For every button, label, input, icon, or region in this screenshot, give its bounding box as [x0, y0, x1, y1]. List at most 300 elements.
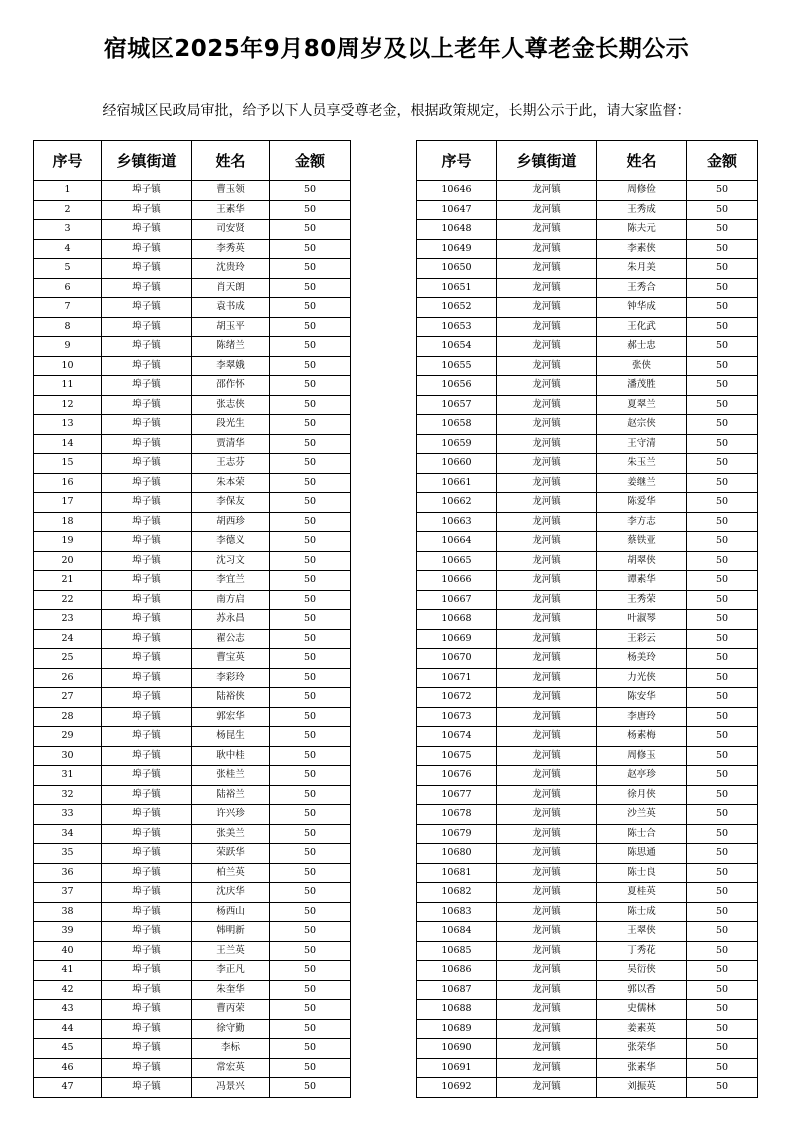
table-row: [34, 356, 351, 376]
cell-name: 沈贵玲: [192, 259, 270, 279]
cell-index: 10682: [417, 883, 497, 903]
cell-index: 9: [34, 337, 102, 357]
cell-township: 龙河镇: [497, 649, 597, 669]
cell-amount: 50: [687, 785, 758, 805]
cell-amount: 50: [687, 902, 758, 922]
cell-name: 王素华: [192, 200, 270, 220]
cell-township: 埠子镇: [102, 785, 192, 805]
cell-name: 王守清: [597, 434, 687, 454]
cell-index: 10688: [417, 1000, 497, 1020]
cell-amount: 50: [687, 356, 758, 376]
cell-township: 埠子镇: [102, 1019, 192, 1039]
cell-township: 埠子镇: [102, 1039, 192, 1059]
cell-township: 龙河镇: [497, 317, 597, 337]
cell-amount: 50: [687, 551, 758, 571]
table-row: [417, 512, 758, 532]
cell-amount: 50: [687, 922, 758, 942]
table-row: [34, 1078, 351, 1098]
table-row: [417, 688, 758, 708]
cell-name: 李秀英: [192, 239, 270, 259]
table-row: [417, 434, 758, 454]
cell-index: 10687: [417, 980, 497, 1000]
cell-index: 10652: [417, 298, 497, 318]
table-row: [417, 1019, 758, 1039]
cell-name: 杨美玲: [597, 649, 687, 669]
cell-amount: 50: [270, 785, 351, 805]
cell-index: 10656: [417, 376, 497, 396]
cell-name: 邵作怀: [192, 376, 270, 396]
cell-name: 张美兰: [192, 824, 270, 844]
cell-amount: 50: [270, 298, 351, 318]
cell-name: 沙兰英: [597, 805, 687, 825]
cell-township: 埠子镇: [102, 922, 192, 942]
table-row: [417, 883, 758, 903]
cell-amount: 50: [270, 824, 351, 844]
cell-township: 埠子镇: [102, 415, 192, 435]
cell-township: 埠子镇: [102, 493, 192, 513]
cell-index: 4: [34, 239, 102, 259]
cell-index: 30: [34, 746, 102, 766]
cell-name: 胡西珍: [192, 512, 270, 532]
table-row: [417, 863, 758, 883]
cell-name: 朱本荣: [192, 473, 270, 493]
cell-township: 龙河镇: [497, 532, 597, 552]
cell-township: 埠子镇: [102, 941, 192, 961]
cell-township: 埠子镇: [102, 980, 192, 1000]
table-row: [34, 239, 351, 259]
cell-township: 埠子镇: [102, 356, 192, 376]
cell-name: 陈夫元: [597, 220, 687, 240]
table-row: [417, 278, 758, 298]
cell-amount: 50: [687, 766, 758, 786]
cell-amount: 50: [270, 941, 351, 961]
cell-index: 10681: [417, 863, 497, 883]
table-row: [34, 727, 351, 747]
cell-amount: 50: [270, 259, 351, 279]
cell-name: 曹宝英: [192, 649, 270, 669]
cell-name: 王兰英: [192, 941, 270, 961]
cell-name: 杨素梅: [597, 727, 687, 747]
cell-township: 龙河镇: [497, 844, 597, 864]
cell-index: 29: [34, 727, 102, 747]
cell-index: 13: [34, 415, 102, 435]
cell-township: 龙河镇: [497, 1039, 597, 1059]
table-row: [34, 1058, 351, 1078]
cell-amount: 50: [687, 278, 758, 298]
cell-amount: 50: [687, 649, 758, 669]
cell-index: 10674: [417, 727, 497, 747]
cell-township: 埠子镇: [102, 902, 192, 922]
cell-township: 埠子镇: [102, 220, 192, 240]
cell-index: 10653: [417, 317, 497, 337]
cell-township: 龙河镇: [497, 727, 597, 747]
cell-amount: 50: [270, 395, 351, 415]
cell-amount: 50: [270, 805, 351, 825]
table-row: [417, 961, 758, 981]
cell-index: 40: [34, 941, 102, 961]
cell-township: 龙河镇: [497, 239, 597, 259]
cell-township: 龙河镇: [497, 571, 597, 591]
cell-amount: 50: [687, 493, 758, 513]
cell-township: 龙河镇: [497, 668, 597, 688]
cell-township: 龙河镇: [497, 337, 597, 357]
cell-name: 李彩玲: [192, 668, 270, 688]
cell-index: 10676: [417, 766, 497, 786]
cell-index: 24: [34, 629, 102, 649]
table-row: [417, 376, 758, 396]
cell-amount: 50: [270, 278, 351, 298]
cell-township: 龙河镇: [497, 356, 597, 376]
cell-name: 丁秀花: [597, 941, 687, 961]
cell-index: 10691: [417, 1058, 497, 1078]
cell-amount: 50: [687, 1000, 758, 1020]
cell-name: 夏桂英: [597, 883, 687, 903]
cell-township: 埠子镇: [102, 278, 192, 298]
cell-name: 潘茂胜: [597, 376, 687, 396]
table-row: [34, 688, 351, 708]
table-row: [417, 1078, 758, 1098]
cell-township: 龙河镇: [497, 766, 597, 786]
table-row: [34, 941, 351, 961]
cell-township: 埠子镇: [102, 1058, 192, 1078]
cell-township: 龙河镇: [497, 805, 597, 825]
cell-name: 胡玉平: [192, 317, 270, 337]
cell-amount: 50: [687, 746, 758, 766]
cell-name: 耿中桂: [192, 746, 270, 766]
table-row: [417, 707, 758, 727]
cell-name: 张桂兰: [192, 766, 270, 786]
table-row: [34, 649, 351, 669]
cell-index: 10646: [417, 181, 497, 201]
cell-township: 龙河镇: [497, 551, 597, 571]
cell-index: 10648: [417, 220, 497, 240]
cell-name: 李正凡: [192, 961, 270, 981]
cell-amount: 50: [687, 181, 758, 201]
cell-amount: 50: [687, 883, 758, 903]
table-row: [34, 376, 351, 396]
table-row: [417, 980, 758, 1000]
cell-township: 龙河镇: [497, 961, 597, 981]
cell-name: 翟公志: [192, 629, 270, 649]
table-row: [417, 337, 758, 357]
cell-name: 李德义: [192, 532, 270, 552]
table-row: [417, 571, 758, 591]
cell-township: 龙河镇: [497, 922, 597, 942]
cell-name: 刘振英: [597, 1078, 687, 1098]
cell-name: 赵宗侠: [597, 415, 687, 435]
cell-index: 10669: [417, 629, 497, 649]
cell-amount: 50: [687, 512, 758, 532]
cell-township: 埠子镇: [102, 746, 192, 766]
cell-name: 朱月美: [597, 259, 687, 279]
cell-township: 埠子镇: [102, 688, 192, 708]
table-row: [417, 941, 758, 961]
cell-index: 10690: [417, 1039, 497, 1059]
cell-index: 3: [34, 220, 102, 240]
cell-amount: 50: [270, 473, 351, 493]
header-index: 序号: [417, 141, 497, 181]
cell-amount: 50: [270, 512, 351, 532]
header-township: 乡镇街道: [102, 141, 192, 181]
cell-name: 力光侠: [597, 668, 687, 688]
cell-amount: 50: [687, 259, 758, 279]
cell-township: 龙河镇: [497, 883, 597, 903]
cell-amount: 50: [687, 688, 758, 708]
cell-amount: 50: [687, 434, 758, 454]
cell-amount: 50: [687, 668, 758, 688]
cell-township: 埠子镇: [102, 395, 192, 415]
table-row: [34, 1039, 351, 1059]
cell-index: 10654: [417, 337, 497, 357]
cell-amount: 50: [687, 337, 758, 357]
table-row: [34, 532, 351, 552]
cell-index: 2: [34, 200, 102, 220]
cell-township: 埠子镇: [102, 298, 192, 318]
cell-name: 夏翠兰: [597, 395, 687, 415]
table-row: [34, 980, 351, 1000]
header-township: 乡镇街道: [497, 141, 597, 181]
cell-amount: 50: [687, 220, 758, 240]
cell-index: 10647: [417, 200, 497, 220]
cell-amount: 50: [270, 376, 351, 396]
table-row: [417, 610, 758, 630]
table-row: [417, 1000, 758, 1020]
recipients-table-left: [33, 140, 351, 1098]
cell-name: 钟华成: [597, 298, 687, 318]
table-row: [34, 493, 351, 513]
cell-index: 26: [34, 668, 102, 688]
cell-township: 埠子镇: [102, 649, 192, 669]
cell-township: 龙河镇: [497, 941, 597, 961]
table-row: [34, 863, 351, 883]
table-row: [34, 415, 351, 435]
cell-township: 龙河镇: [497, 493, 597, 513]
cell-township: 埠子镇: [102, 863, 192, 883]
table-row: [417, 668, 758, 688]
cell-name: 陈安华: [597, 688, 687, 708]
cell-index: 10662: [417, 493, 497, 513]
cell-name: 段光生: [192, 415, 270, 435]
table-row: [34, 610, 351, 630]
cell-township: 龙河镇: [497, 1078, 597, 1098]
cell-amount: 50: [270, 220, 351, 240]
cell-township: 埠子镇: [102, 434, 192, 454]
page-title: 宿城区2025年9月80周岁及以上老年人尊老金长期公示: [103, 36, 690, 62]
cell-name: 张志侠: [192, 395, 270, 415]
table-row: [34, 1000, 351, 1020]
table-row: [417, 629, 758, 649]
cell-township: 龙河镇: [497, 259, 597, 279]
cell-amount: 50: [687, 610, 758, 630]
table-row: [417, 356, 758, 376]
cell-name: 郭宏华: [192, 707, 270, 727]
table-row: [417, 824, 758, 844]
table-row: [34, 707, 351, 727]
cell-name: 杨昆生: [192, 727, 270, 747]
table-row: [417, 239, 758, 259]
cell-township: 龙河镇: [497, 863, 597, 883]
cell-township: 龙河镇: [497, 473, 597, 493]
cell-township: 埠子镇: [102, 766, 192, 786]
cell-township: 龙河镇: [497, 454, 597, 474]
cell-township: 埠子镇: [102, 668, 192, 688]
cell-township: 埠子镇: [102, 707, 192, 727]
cell-amount: 50: [270, 649, 351, 669]
table-row: [34, 805, 351, 825]
table-row: [417, 298, 758, 318]
cell-amount: 50: [270, 844, 351, 864]
cell-amount: 50: [270, 200, 351, 220]
cell-name: 郝士忠: [597, 337, 687, 357]
cell-amount: 50: [270, 1019, 351, 1039]
cell-index: 10663: [417, 512, 497, 532]
cell-name: 沈庆华: [192, 883, 270, 903]
cell-index: 17: [34, 493, 102, 513]
cell-township: 龙河镇: [497, 629, 597, 649]
cell-index: 14: [34, 434, 102, 454]
cell-name: 陆裕兰: [192, 785, 270, 805]
cell-township: 埠子镇: [102, 337, 192, 357]
cell-amount: 50: [687, 590, 758, 610]
header-index: 序号: [34, 141, 102, 181]
cell-index: 15: [34, 454, 102, 474]
cell-index: 12: [34, 395, 102, 415]
cell-amount: 50: [687, 980, 758, 1000]
cell-name: 周修玉: [597, 746, 687, 766]
cell-index: 10658: [417, 415, 497, 435]
table-row: [417, 532, 758, 552]
table-row: [34, 961, 351, 981]
cell-township: 埠子镇: [102, 376, 192, 396]
table-row: [417, 493, 758, 513]
cell-index: 20: [34, 551, 102, 571]
cell-index: 27: [34, 688, 102, 708]
cell-index: 10672: [417, 688, 497, 708]
cell-amount: 50: [270, 961, 351, 981]
cell-name: 南方启: [192, 590, 270, 610]
table-row: [34, 395, 351, 415]
table-row: [417, 922, 758, 942]
cell-index: 10670: [417, 649, 497, 669]
cell-name: 陈士成: [597, 902, 687, 922]
table-row: [417, 785, 758, 805]
cell-index: 21: [34, 571, 102, 591]
cell-name: 陈思通: [597, 844, 687, 864]
cell-amount: 50: [270, 317, 351, 337]
cell-name: 袁书成: [192, 298, 270, 318]
cell-name: 张素华: [597, 1058, 687, 1078]
cell-index: 46: [34, 1058, 102, 1078]
cell-amount: 50: [687, 805, 758, 825]
cell-name: 贾清华: [192, 434, 270, 454]
cell-index: 10649: [417, 239, 497, 259]
table-row: [417, 415, 758, 435]
cell-township: 龙河镇: [497, 746, 597, 766]
table-header-row: [34, 141, 351, 181]
cell-township: 龙河镇: [497, 376, 597, 396]
cell-index: 19: [34, 532, 102, 552]
cell-name: 胡翠侠: [597, 551, 687, 571]
cell-index: 42: [34, 980, 102, 1000]
table-row: [34, 883, 351, 903]
cell-township: 埠子镇: [102, 610, 192, 630]
cell-index: 10685: [417, 941, 497, 961]
table-row: [34, 571, 351, 591]
cell-name: 李方志: [597, 512, 687, 532]
cell-amount: 50: [270, 629, 351, 649]
cell-amount: 50: [270, 1039, 351, 1059]
cell-township: 埠子镇: [102, 727, 192, 747]
cell-amount: 50: [270, 1078, 351, 1098]
table-row: [34, 200, 351, 220]
cell-index: 45: [34, 1039, 102, 1059]
cell-amount: 50: [687, 1019, 758, 1039]
cell-township: 龙河镇: [497, 512, 597, 532]
cell-township: 龙河镇: [497, 824, 597, 844]
cell-amount: 50: [270, 551, 351, 571]
cell-name: 李保友: [192, 493, 270, 513]
table-row: [417, 649, 758, 669]
cell-amount: 50: [687, 298, 758, 318]
cell-township: 龙河镇: [497, 395, 597, 415]
cell-name: 司安贤: [192, 220, 270, 240]
cell-name: 姜素英: [597, 1019, 687, 1039]
cell-amount: 50: [270, 922, 351, 942]
table-row: [417, 746, 758, 766]
table-row: [417, 317, 758, 337]
cell-index: 10671: [417, 668, 497, 688]
cell-township: 龙河镇: [497, 590, 597, 610]
cell-township: 埠子镇: [102, 551, 192, 571]
table-row: [34, 278, 351, 298]
cell-index: 10660: [417, 454, 497, 474]
cell-township: 龙河镇: [497, 415, 597, 435]
table-row: [417, 1039, 758, 1059]
cell-name: 王志芬: [192, 454, 270, 474]
cell-index: 47: [34, 1078, 102, 1098]
cell-name: 李素侠: [597, 239, 687, 259]
table-row: [34, 785, 351, 805]
cell-index: 10659: [417, 434, 497, 454]
table-row: [417, 902, 758, 922]
cell-index: 10683: [417, 902, 497, 922]
cell-amount: 50: [687, 1058, 758, 1078]
cell-township: 埠子镇: [102, 239, 192, 259]
cell-township: 埠子镇: [102, 200, 192, 220]
cell-index: 10661: [417, 473, 497, 493]
header-amount: 金额: [270, 141, 351, 181]
cell-name: 沈习文: [192, 551, 270, 571]
cell-index: 25: [34, 649, 102, 669]
cell-township: 龙河镇: [497, 707, 597, 727]
cell-index: 10675: [417, 746, 497, 766]
cell-amount: 50: [687, 415, 758, 435]
cell-name: 叶淑琴: [597, 610, 687, 630]
cell-township: 埠子镇: [102, 259, 192, 279]
cell-index: 35: [34, 844, 102, 864]
table-row: [417, 551, 758, 571]
cell-name: 徐月侠: [597, 785, 687, 805]
cell-township: 埠子镇: [102, 961, 192, 981]
cell-township: 龙河镇: [497, 1000, 597, 1020]
table-row: [34, 220, 351, 240]
cell-index: 10651: [417, 278, 497, 298]
cell-amount: 50: [270, 590, 351, 610]
table-row: [417, 590, 758, 610]
cell-amount: 50: [270, 1058, 351, 1078]
cell-name: 谭素华: [597, 571, 687, 591]
table-row: [34, 551, 351, 571]
